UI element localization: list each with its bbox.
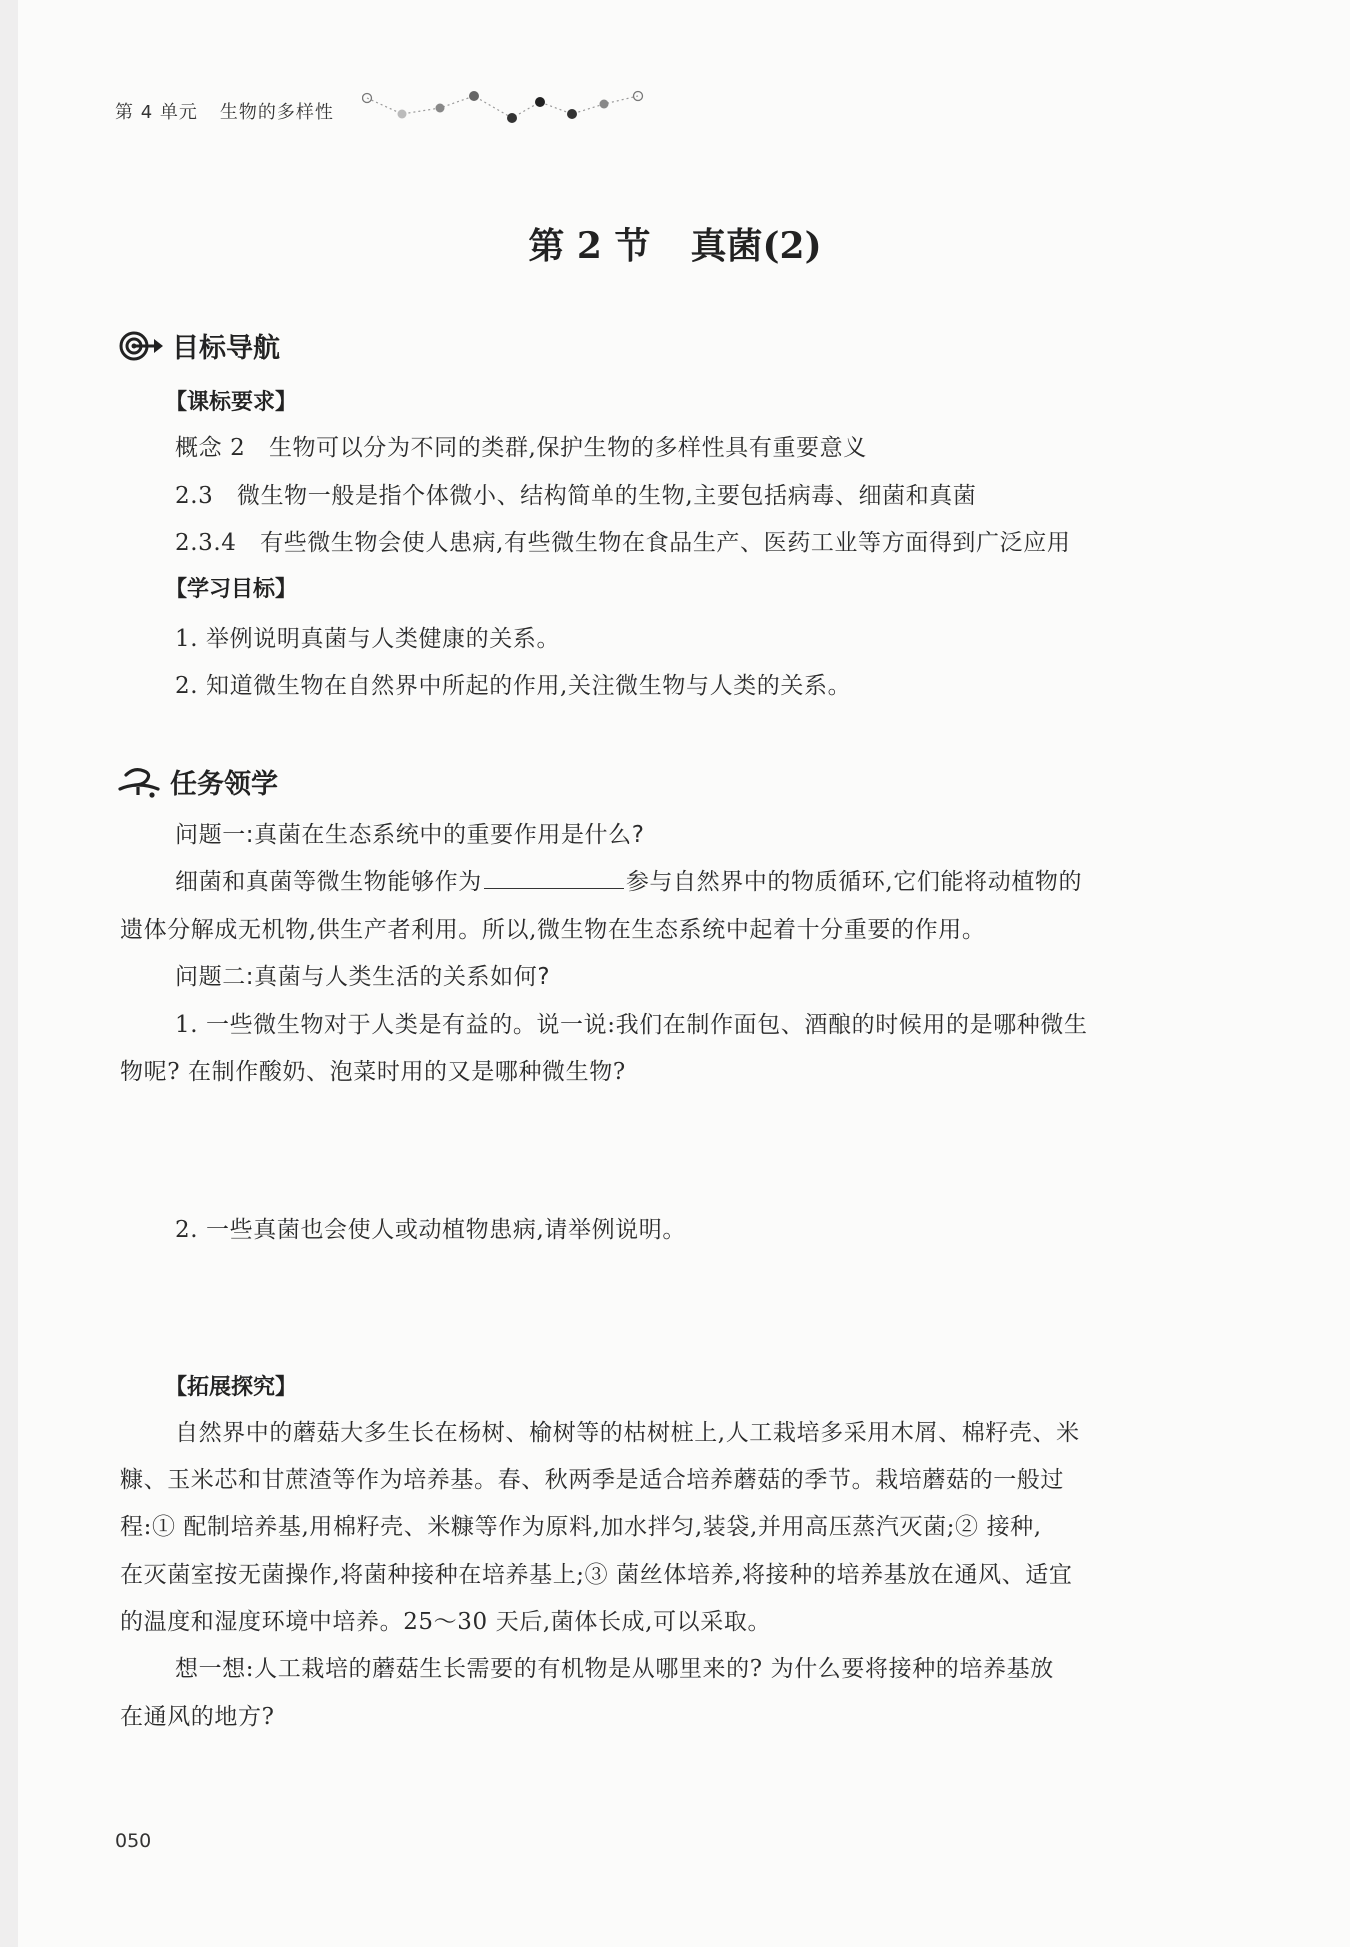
objective-1: 1. 举例说明真菌与人类健康的关系。	[175, 626, 561, 652]
extension-para-line-4: 在灭菌室按无菌操作,将菌种接种在培养基上;③ 菌丝体培养,将接种的培养基放在通风、适宜	[120, 1562, 1073, 1588]
question-1-line-2: 遗体分解成无机物,供生产者利用。所以,微生物在生态系统中起着十分重要的作用。	[120, 917, 986, 943]
extension-para-line-2: 糠、玉米芯和甘蔗渣等作为培养基。春、秋两季是适合培养蘑菇的季节。栽培蘑菇的一般过	[120, 1467, 1064, 1493]
study-lamp-icon	[118, 765, 162, 799]
section-number: 第 2 节	[528, 225, 651, 267]
unit-title: 生物的多样性	[219, 102, 334, 123]
objectives-heading: 【学习目标】	[165, 577, 298, 602]
curriculum-line-1: 概念 2 生物可以分为不同的类群,保护生物的多样性具有重要意义	[175, 435, 867, 461]
goals-heading	[118, 326, 280, 365]
objective-2: 2. 知道微生物在自然界中所起的作用,关注微生物与人类的关系。	[175, 673, 852, 699]
think-line-2: 在通风的地方?	[120, 1704, 275, 1730]
curriculum-line-2: 2.3 微生物一般是指个体微小、结构简单的生物,主要包括病毒、细菌和真菌	[175, 483, 977, 509]
extension-para-line-5: 的温度和湿度环境中培养。25～30 天后,菌体长成,可以采取。	[120, 1609, 772, 1635]
q1-text-after-blank: 参与自然界中的物质循环,它们能将动植物的	[625, 869, 1083, 895]
unit-label: 第 4 单元	[115, 102, 198, 123]
dot-chain-decoration	[362, 88, 652, 128]
question-1-title: 问题一:真菌在生态系统中的重要作用是什么?	[175, 822, 645, 848]
question-1-line-1	[175, 863, 1082, 896]
goals-heading-label: 目标导航	[172, 333, 280, 364]
extension-para-line-1: 自然界中的蘑菇大多生长在杨树、榆树等的枯树桩上,人工栽培多采用木屑、棉籽壳、米	[175, 1420, 1080, 1446]
answer-blank[interactable]	[484, 866, 624, 889]
question-2-title: 问题二:真菌与人类生活的关系如何?	[175, 964, 551, 990]
curriculum-line-3: 2.3.4 有些微生物会使人患病,有些微生物在食品生产、医药工业等方面得到广泛应用	[175, 530, 1071, 556]
page-number: 050	[115, 1830, 152, 1852]
q1-text-before-blank: 细菌和真菌等微生物能够作为	[175, 869, 482, 895]
section-title	[0, 218, 1350, 269]
question-2-item-1-line-1: 1. 一些微生物对于人类是有益的。说一说:我们在制作面包、酒酿的时候用的是哪种微生	[175, 1012, 1088, 1038]
curriculum-heading: 【课标要求】	[165, 390, 298, 415]
think-line-1: 想一想:人工栽培的蘑菇生长需要的有机物是从哪里来的? 为什么要将接种的培养基放	[175, 1656, 1054, 1682]
tasks-heading	[118, 762, 278, 801]
question-2-item-2: 2. 一些真菌也会使人或动植物患病,请举例说明。	[175, 1217, 686, 1243]
running-header	[115, 98, 334, 124]
extension-para-line-3: 程:① 配制培养基,用棉籽壳、米糠等作为原料,加水拌匀,装袋,并用高压蒸汽灭菌;② 接种,	[120, 1514, 1042, 1540]
target-arrow-icon	[118, 330, 164, 362]
page-edge-shadow	[0, 0, 18, 1947]
extension-heading: 【拓展探究】	[165, 1375, 298, 1400]
tasks-heading-label: 任务领学	[170, 769, 278, 800]
section-topic: 真菌(2)	[690, 225, 822, 267]
question-2-item-1-line-2: 物呢? 在制作酸奶、泡菜时用的又是哪种微生物?	[120, 1059, 626, 1085]
